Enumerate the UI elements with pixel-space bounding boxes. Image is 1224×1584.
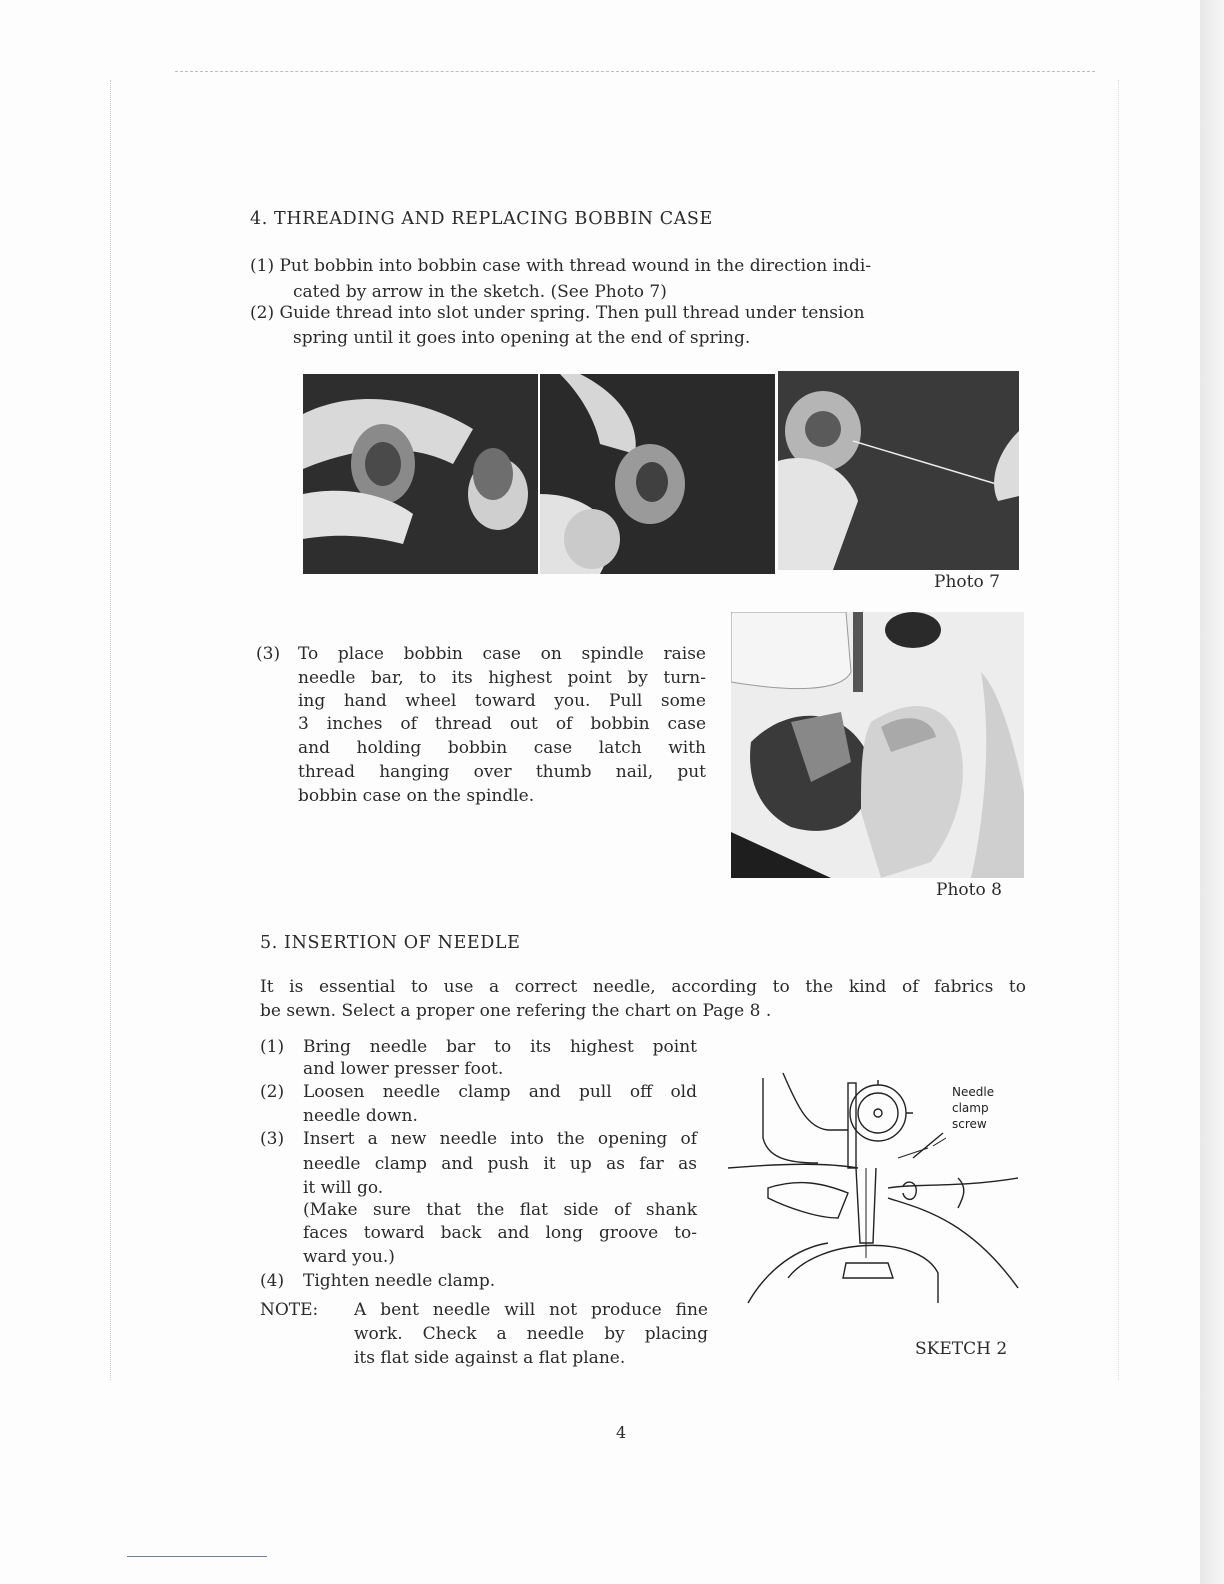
needle-step-3-line-1: Insert a new needle into the opening of [303,1129,697,1149]
step-1-line-1: (1) Put bobbin into bobbin case with thread wound in the direction indi- [250,256,872,276]
photo-8-placing-bobbin-case [731,612,1024,878]
needle-step-3-line-2: needle clamp and push it up as far as [303,1154,697,1174]
page-edge [1200,0,1224,1584]
footer-link-underline [127,1556,267,1557]
needle-step-3-line-3: it will go. [303,1178,384,1198]
needle-step-3-line-5: faces toward back and long groove to- [303,1223,697,1243]
step-3-label: (3) [256,644,281,664]
note-label: NOTE: [260,1300,319,1320]
needle-step-1-line-1: Bring needle bar to its highest point [303,1037,697,1057]
needle-step-3-line-4: (Make sure that the flat side of shank [303,1200,697,1220]
photo-7-tension-spring [778,371,1019,570]
note-line-3: its flat side against a flat plane. [354,1348,626,1368]
section-5-intro-line-2: be sewn. Select a proper one refering the chart on Page 8 . [260,1001,772,1021]
step-3-line-6: thread hanging over thumb nail, put [298,762,706,782]
section-5-intro-line-1: It is essential to use a correct needle, according to the kind of fabrics to [260,977,1026,997]
step-2-line-2: spring until it goes into opening at the end of spring. [293,328,751,348]
needle-step-2-line-1: Loosen needle clamp and pull off old [303,1082,697,1102]
step-1-line-2: cated by arrow in the sketch. (See Photo 7) [293,282,667,302]
needle-step-2-label: (2) [260,1082,285,1102]
step-3-line-4: 3 inches of thread out of bobbin case [298,714,706,734]
needle-step-2-line-2: needle down. [303,1106,418,1126]
step-2-line-1: (2) Guide thread into slot under spring. Then pull thread under tension [250,303,865,323]
note-line-2: work. Check a needle by placing [354,1324,708,1344]
photo-7-caption: Photo 7 [934,572,1000,592]
photo-7-guide-thread [540,374,775,574]
step-3-line-3: ing hand wheel toward you. Pull some [298,691,706,711]
photo-7-bobbin-in-case [303,374,538,574]
scan-left-margin-marks [110,80,111,1380]
sketch-label-clamp: clamp [952,1101,989,1115]
sketch-2-caption: SKETCH 2 [915,1339,1008,1359]
needle-step-3-line-6: ward you.) [303,1247,395,1267]
step-3-line-2: needle bar, to its highest point by turn- [298,668,706,688]
note-line-1: A bent needle will not produce fine [354,1300,708,1320]
step-3-line-1: To place bobbin case on spindle raise [298,644,706,664]
needle-step-1-line-2: and lower presser foot. [303,1059,504,1079]
needle-step-3-label: (3) [260,1129,285,1149]
needle-step-4-label: (4) [260,1271,285,1291]
step-3-line-7: bobbin case on the spindle. [298,786,535,806]
sketch-label-needle: Needle [952,1085,995,1099]
scan-right-margin-marks [1118,80,1119,1380]
needle-step-1-label: (1) [260,1037,285,1057]
step-3-line-5: and holding bobbin case latch with [298,738,706,758]
scan-top-rule [175,71,1095,72]
section-4-heading: 4. THREADING AND REPLACING BOBBIN CASE [250,209,713,229]
sketch-label-screw: screw [952,1117,987,1131]
needle-step-4-line-1: Tighten needle clamp. [303,1271,496,1291]
photo-8-caption: Photo 8 [936,880,1002,900]
section-5-heading: 5. INSERTION OF NEEDLE [260,933,521,953]
page-number: 4 [616,1423,627,1442]
